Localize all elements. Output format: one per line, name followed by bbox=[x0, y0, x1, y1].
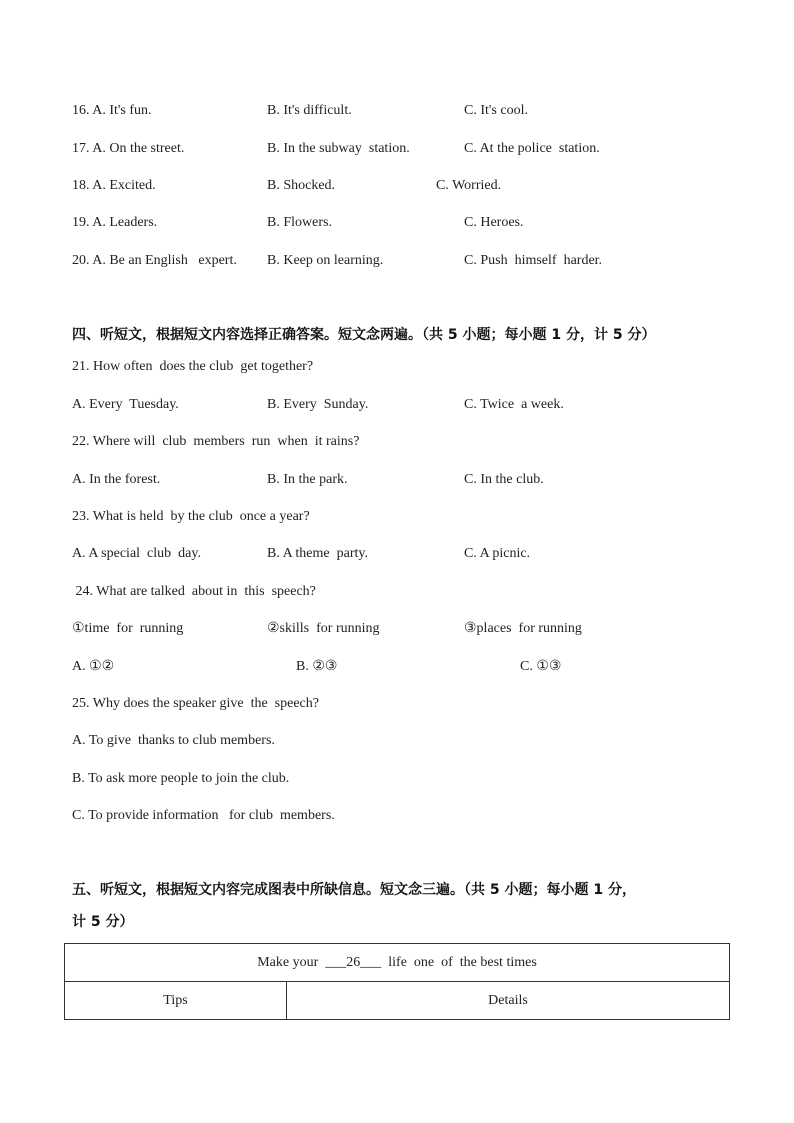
table-header-row bbox=[65, 982, 730, 1020]
option-c: C. Twice a week. bbox=[464, 397, 564, 412]
option-a: 18. A. Excited. bbox=[72, 178, 156, 193]
option-b: B. To ask more people to join the club. bbox=[72, 771, 290, 786]
section-5-heading-line2: 计 5 分） bbox=[72, 914, 134, 930]
header-tips: Tips bbox=[65, 982, 287, 1020]
item-2: ②skills for running bbox=[267, 621, 380, 636]
option-c: C. To provide information for club members. bbox=[72, 808, 335, 823]
option-a: A. A special club day. bbox=[72, 546, 201, 561]
option-c: C. Worried. bbox=[436, 178, 502, 193]
option-b: B. Flowers. bbox=[267, 215, 332, 230]
option-c: C. At the police station. bbox=[464, 141, 600, 156]
option-c: C. Heroes. bbox=[464, 215, 524, 230]
option-a: 20. A. Be an English expert. bbox=[72, 253, 237, 268]
option-c: C. It's cool. bbox=[464, 103, 528, 118]
option-b: B. It's difficult. bbox=[267, 103, 352, 118]
option-c: C. In the club. bbox=[464, 472, 544, 487]
option-b: B. ②③ bbox=[296, 659, 338, 674]
option-c: C. Push himself harder. bbox=[464, 253, 603, 268]
question-23-text: 23. What is held by the club once a year? bbox=[72, 509, 310, 524]
option-a: A. Every Tuesday. bbox=[72, 397, 179, 412]
option-c: C. ①③ bbox=[520, 659, 562, 674]
question-24-text: 24. What are talked about in this speech? bbox=[72, 584, 316, 599]
option-a: 17. A. On the street. bbox=[72, 141, 185, 156]
option-a: 19. A. Leaders. bbox=[72, 215, 158, 230]
option-b: B. A theme party. bbox=[267, 546, 368, 561]
option-a: A. In the forest. bbox=[72, 472, 161, 487]
option-b: B. In the subway station. bbox=[267, 141, 410, 156]
option-b: B. Shocked. bbox=[267, 178, 336, 193]
option-a: A. ①② bbox=[72, 659, 115, 674]
question-25-text: 25. Why does the speaker give the speech? bbox=[72, 696, 319, 711]
option-a: 16. A. It's fun. bbox=[72, 103, 152, 118]
option-c: C. A picnic. bbox=[464, 546, 531, 561]
section-5-heading-line1: 五、听短文，根据短文内容完成图表中所缺信息。短文念三遍。（共 5 小题；每小题 1 分， bbox=[72, 882, 636, 898]
option-b: B. Keep on learning. bbox=[267, 253, 384, 268]
question-21-text: 21. How often does the club get together? bbox=[72, 359, 314, 374]
header-details: Details bbox=[287, 982, 730, 1020]
info-table bbox=[64, 943, 730, 1020]
item-3: ③places for running bbox=[464, 621, 582, 636]
item-1: ①time for running bbox=[72, 621, 184, 636]
table-title-row bbox=[65, 944, 730, 982]
table-title: Make your ___26___ life one of the best times bbox=[65, 944, 730, 982]
question-22-text: 22. Where will club members run when it rains? bbox=[72, 434, 360, 449]
option-b: B. In the park. bbox=[267, 472, 348, 487]
section-4-heading: 四、听短文，根据短文内容选择正确答案。短文念两遍。（共 5 小题；每小题 1 分，计 5 分） bbox=[72, 327, 656, 343]
option-b: B. Every Sunday. bbox=[267, 397, 369, 412]
option-a: A. To give thanks to club members. bbox=[72, 733, 275, 748]
